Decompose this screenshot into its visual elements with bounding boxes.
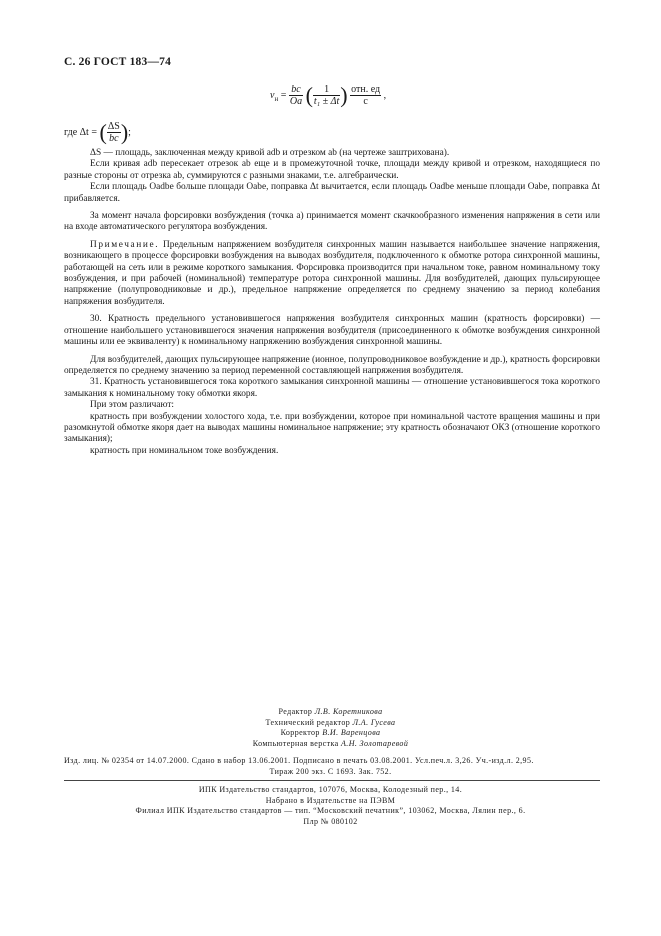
divider-line bbox=[64, 780, 600, 781]
paragraph-no-load-ratio: кратность при возбуждении холостого хода, т.е. при возбуждении, которое при номинальной частоте вращения машины и при разомкнутой обмотке якоря дает на выводах машины номинальное напряжение; эту кратность обозначают ОКЗ (отношение короткого замыкания); bbox=[64, 411, 600, 445]
note-text: Предельным напряжением возбудителя синхронных машин называется наибольшее значение напряжения, возникающего в процессе форсировки возбуждения на выводах возбудителя, подключенного к обмотке ротора синхронной машины, работающей на сеть или в режиме короткого замыкания. Форсировка производится при начальном токе, равном номинальному току возбуждения, и при рабочей (номинальной) температуре ротора синхронной машины. Для возбудителей, дающих пульсирующее напряжение (полупроводниковые и др.), предельное напряжение определяется по среднему значению за период колебания напряжения возбудителя. bbox=[64, 239, 600, 307]
formula-vn: $v_н$ = $\frac{bc}{Oa}$ ( $\frac{1}{\text{t₁ ± Δt}}$ ) $\frac{\text{отн. ед}}{с}$ , bbox=[270, 82, 387, 108]
imprint-line-1: Изд. лиц. № 02354 от 14.07.2000. Сдано в набор 13.06.2001. Подписано в печать 03.08.2001. Усл.печ.л. 3,26. Уч.-изд.л. 2,95. bbox=[64, 756, 534, 765]
publisher-block bbox=[0, 785, 661, 827]
publisher-line-2: Набрано в Издательстве на ПЭВМ bbox=[265, 795, 396, 805]
fraction-numerator: bc bbox=[289, 84, 303, 96]
paragraph-item-30: 30. Кратность предельного установившегося напряжения возбудителя синхронных машин (кратность форсировки) — отношение наибольшего установившегося значения напряжения возбудителя (присоединенного к обмотке возбуждения синхронной машины или ее эквиваленту) к номинальному напряжению возбуждения синхронной машины. bbox=[64, 314, 600, 348]
credit-layout: Компьютерная верстка А.Н. Золотаревой bbox=[252, 738, 409, 748]
publisher-line-4: Плр № 080102 bbox=[303, 816, 358, 826]
credit-editor: Редактор Л.В. Коретникова bbox=[278, 707, 383, 716]
fraction-denominator: t₁ ± Δt bbox=[313, 96, 340, 107]
fraction-numerator: 1 bbox=[313, 84, 340, 96]
paragraph-rated-current-ratio: кратность при номинальном токе возбуждения. bbox=[90, 445, 279, 456]
publisher-line-3: Филиал ИПК Издательство стандартов — тип. “Московский печатник”, 103062, Москва, Лялин пер., 6. bbox=[135, 806, 526, 816]
paragraph-pulsating-voltage: Для возбудителей, дающих пульсирующее напряжение (ионное, полупроводниковое возбуждение и др.), кратность форсировки определяется по среднему значению за период переменной составляющей напряжения возбудителя. bbox=[64, 354, 600, 376]
formula-tail: ; bbox=[128, 126, 131, 138]
formula-lhs: v bbox=[270, 89, 275, 101]
paragraph-delta-s: ΔS — площадь, заключенная между кривой adb и отрезком ab (на чертеже заштрихована). bbox=[90, 148, 450, 158]
formula-lhs-sub: н bbox=[274, 94, 279, 103]
formula-delta-t: где Δt = ( $\frac{\Delta S}{bc}$ ); bbox=[64, 119, 131, 145]
imprint-line-2: Тираж 200 экз. С 1693. Зак. 752. bbox=[269, 766, 392, 776]
note-label: Примечание. bbox=[90, 239, 160, 250]
formula-eq: = bbox=[280, 89, 287, 101]
fraction-denominator: bc bbox=[109, 133, 119, 144]
credit-proofreader: Корректор В.И. Варенцова bbox=[280, 728, 381, 738]
formula-fraction-time bbox=[313, 84, 340, 107]
paragraph-curve-intersection: Если кривая adb пересекает отрезок ab еще и в промежуточной точке, площади между кривой и отрезком, находящиеся по разные стороны от отрезка ab, суммируются с разными знаками, т.е. алгебраически. bbox=[64, 159, 600, 181]
page-header: С. 26 ГОСТ 183—74 bbox=[64, 56, 172, 68]
fraction-numerator: ΔS bbox=[107, 121, 120, 132]
formula-prefix: где Δt = bbox=[64, 126, 97, 138]
unit-numerator: отн. ед bbox=[351, 84, 381, 95]
paragraph-distinguish: При этом различают: bbox=[90, 400, 175, 411]
credit-tech-editor: Технический редактор Л.А. Гусева bbox=[265, 717, 396, 727]
formula-fraction-bc-oa bbox=[289, 84, 303, 107]
credits-block bbox=[0, 707, 661, 749]
paragraph-note bbox=[64, 240, 600, 308]
unit-denominator: с bbox=[363, 96, 368, 107]
publisher-line-1: ИПК Издательство стандартов, 107076, Москва, Колодезный пер., 14. bbox=[198, 785, 463, 794]
paragraph-area-correction: Если площадь Oadbe больше площади Oabe, поправка Δt вычитается, если площадь Oadbe меньше площади Oabe, поправка Δt прибавляется. bbox=[64, 182, 600, 204]
formula-fraction-ds-bc bbox=[107, 121, 121, 144]
body-text bbox=[64, 148, 600, 457]
fraction-denominator: Oa bbox=[289, 96, 303, 107]
formula-unit bbox=[350, 84, 381, 107]
paragraph-item-31: 31. Кратность установившегося тока короткого замыкания синхронной машины — отношение установившегося тока короткого замыкания к номинальному току обмотки якоря. bbox=[64, 377, 600, 399]
paragraph-forcing-start: За момент начала форсировки возбуждения (точка a) принимается момент скачкообразного изменения напряжения в сети или на входе автоматического регулятора возбуждения. bbox=[64, 211, 600, 233]
formula-tail: , bbox=[383, 89, 387, 101]
imprint-block bbox=[0, 756, 661, 777]
